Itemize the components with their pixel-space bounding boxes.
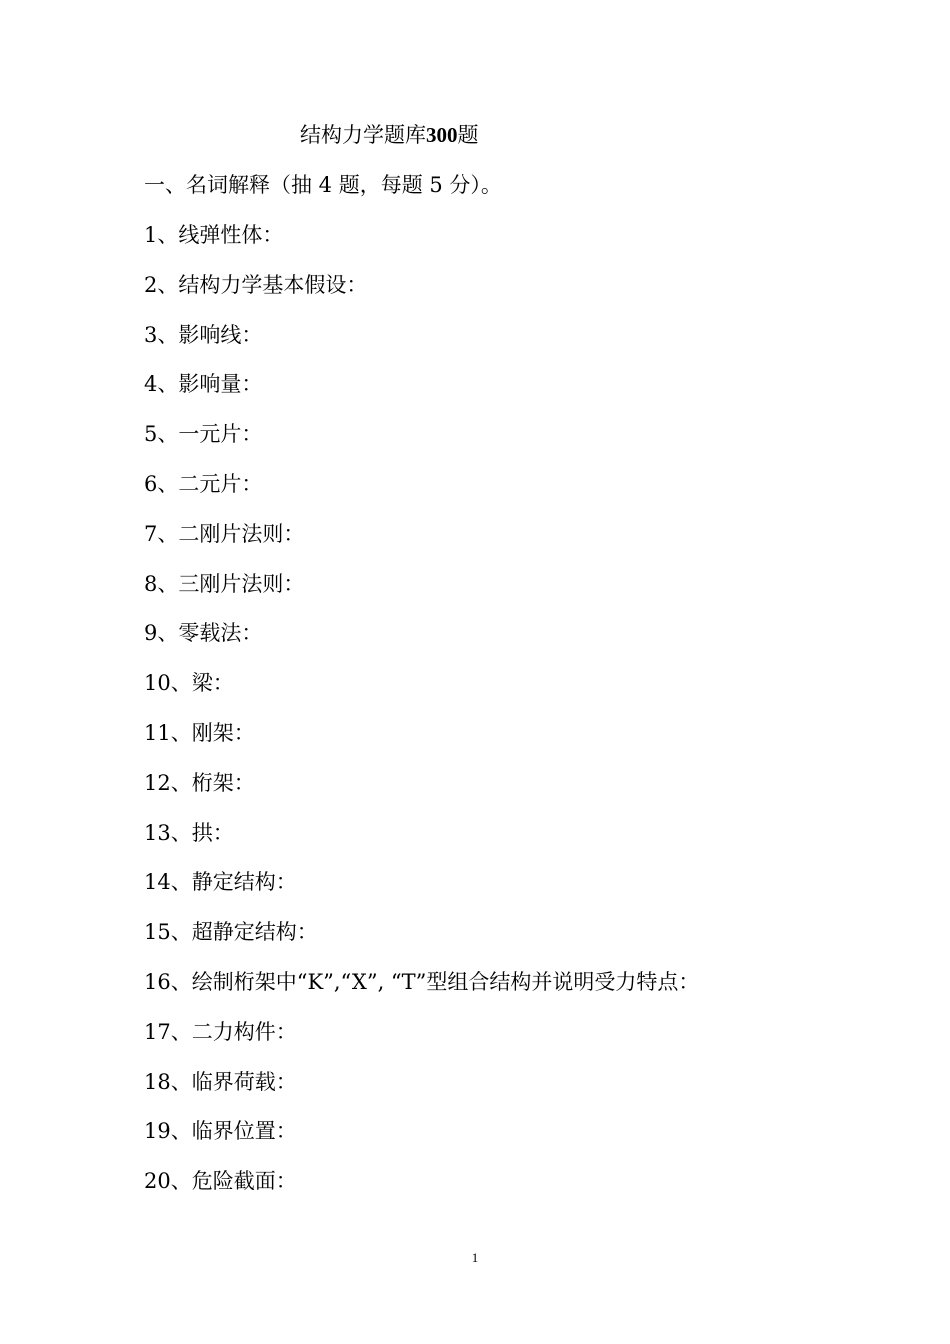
document-title — [300, 118, 479, 152]
question-list — [144, 218, 699, 1214]
list-item: 4、影响量： — [144, 372, 263, 397]
list-item: 3、影响线： — [144, 322, 263, 347]
list-item: 13、拱： — [144, 820, 234, 845]
list-item: 1、线弹性体： — [144, 223, 284, 247]
title-number: 300 — [426, 123, 458, 147]
list-item: 2、结构力学基本假设： — [144, 272, 368, 297]
list-item: 7、二刚片法则： — [144, 521, 305, 546]
list-item: 18、临界荷载： — [144, 1069, 297, 1094]
list-item: 15、超静定结构： — [144, 920, 318, 945]
title-suffix: 题 — [457, 123, 479, 147]
title-prefix: 结构力学题库 — [300, 123, 426, 147]
list-item: 11、刚架： — [144, 720, 255, 745]
list-item: 9、零载法： — [144, 621, 263, 646]
list-item: 6、二元片： — [144, 471, 263, 496]
list-item: 5、一元片： — [144, 422, 263, 447]
list-item: 16、绘制桁架中“K”,“X”, “T”型组合结构并说明受力特点： — [144, 969, 700, 994]
list-item: 14、静定结构： — [144, 870, 297, 895]
list-item: 10、梁： — [144, 671, 234, 696]
list-item: 17、二力构件： — [144, 1019, 297, 1044]
page-number: 1 — [471, 1250, 479, 1265]
list-item: 8、三刚片法则： — [144, 571, 305, 596]
section-heading: 一、名词解释（抽 4 题，每题 5 分）。 — [144, 173, 502, 197]
list-item: 19、临界位置： — [144, 1119, 297, 1144]
list-item: 12、桁架： — [144, 770, 255, 795]
list-item: 20、危险截面： — [144, 1169, 297, 1194]
